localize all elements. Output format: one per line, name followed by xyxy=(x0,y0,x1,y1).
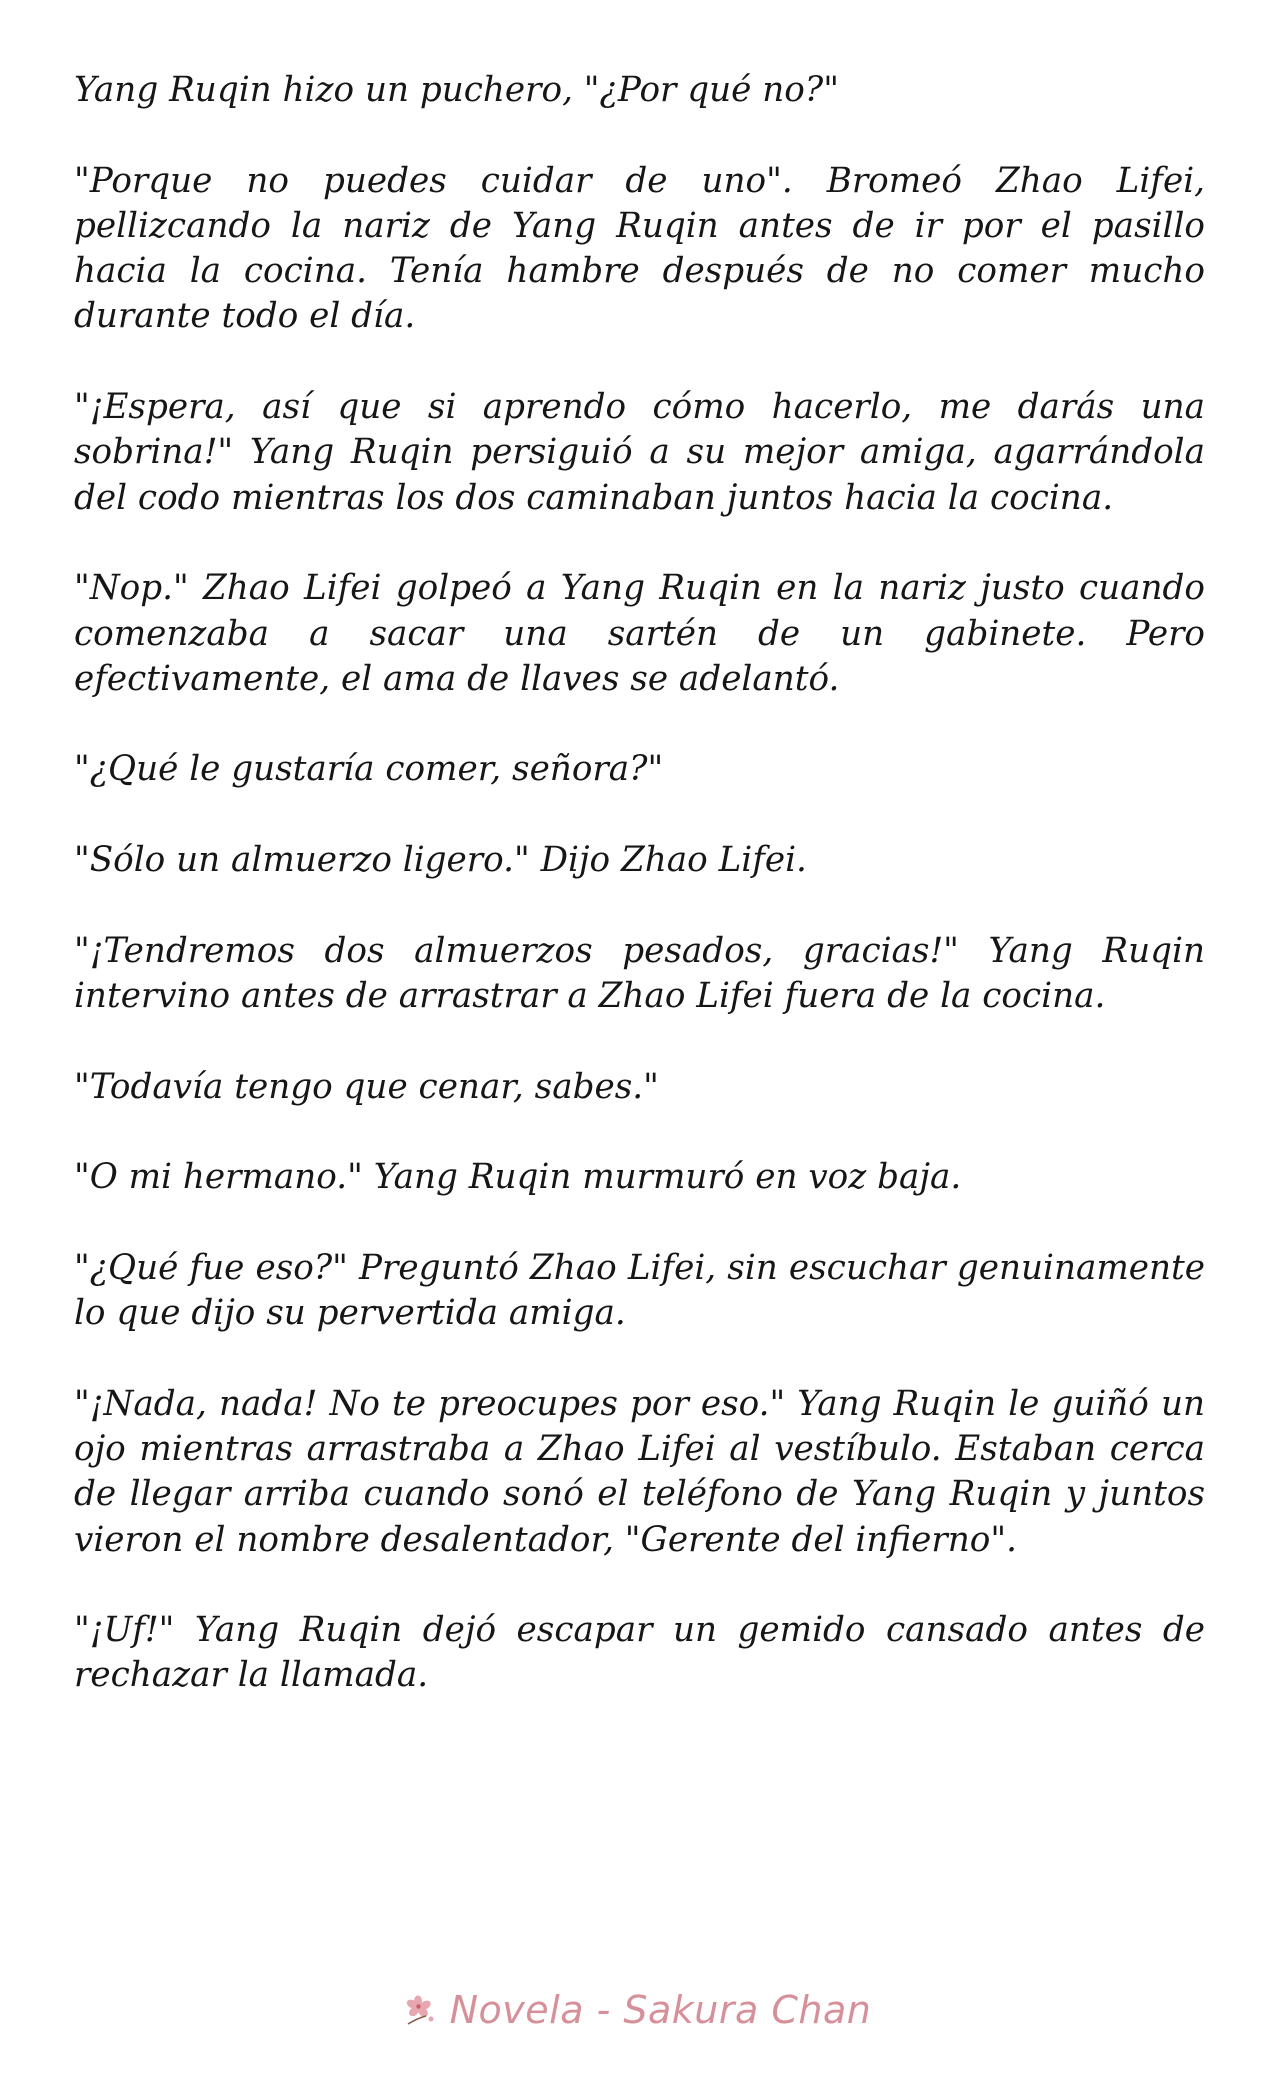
paragraph: "¡Tendremos dos almuerzos pesados, gracias!" Yang Ruqin intervino antes de arrastrar a Zhao Lifei fuera de la cocina. xyxy=(74,930,1205,1016)
cherry-blossom-icon xyxy=(404,1992,440,2028)
paragraph: "¡Nada, nada! No te preocupes por eso." Yang Ruqin le guiñó un ojo mientras arrastraba a Zhao Lifei al vestíbulo. Estaban cerca de llegar arriba cuando sonó el teléfono de Yang Ruqin y juntos vieron el nombre desalentador, "Gerente del infierno". xyxy=(74,1383,1205,1560)
paragraph: "Nop." Zhao Lifei golpeó a Yang Ruqin en la nariz justo cuando comenzaba a sacar una sartén de un gabinete. Pero efectivamente, el ama de llaves se adelantó. xyxy=(74,568,1205,699)
watermark xyxy=(0,1985,1275,2035)
paragraph: "¡Uf!" Yang Ruqin dejó escapar un gemido cansado antes de rechazar la llamada. xyxy=(74,1610,1205,1696)
paragraph: "O mi hermano." Yang Ruqin murmuró en voz baja. xyxy=(74,1157,962,1198)
paragraph: "Todavía tengo que cenar, sabes." xyxy=(74,1066,659,1107)
paragraph: "¿Qué fue eso?" Preguntó Zhao Lifei, sin escuchar genuinamente lo que dijo su pervertida amiga. xyxy=(74,1247,1205,1334)
paragraph: "Porque no puedes cuidar de uno". Bromeó Zhao Lifei, pellizcando la nariz de Yang Ruqin antes de ir por el pasillo hacia la cocina. Tenía hambre después de no comer mucho durante todo el día. xyxy=(74,160,1205,337)
chapter-text xyxy=(74,68,1205,1744)
paragraph: "¡Espera, así que si aprendo cómo hacerlo, me darás una sobrina!" Yang Ruqin persiguió a su mejor amiga, agarrándola del codo mientras los dos caminaban juntos hacia la cocina. xyxy=(74,387,1205,518)
watermark-text: Novela - Sakura Chan xyxy=(449,1988,872,2032)
paragraph: "¿Qué le gustaría comer, señora?" xyxy=(74,749,664,790)
paragraph: "Sólo un almuerzo ligero." Dijo Zhao Lifei. xyxy=(74,840,807,881)
paragraph: Yang Ruqin hizo un puchero, "¿Por qué no?" xyxy=(74,70,839,110)
